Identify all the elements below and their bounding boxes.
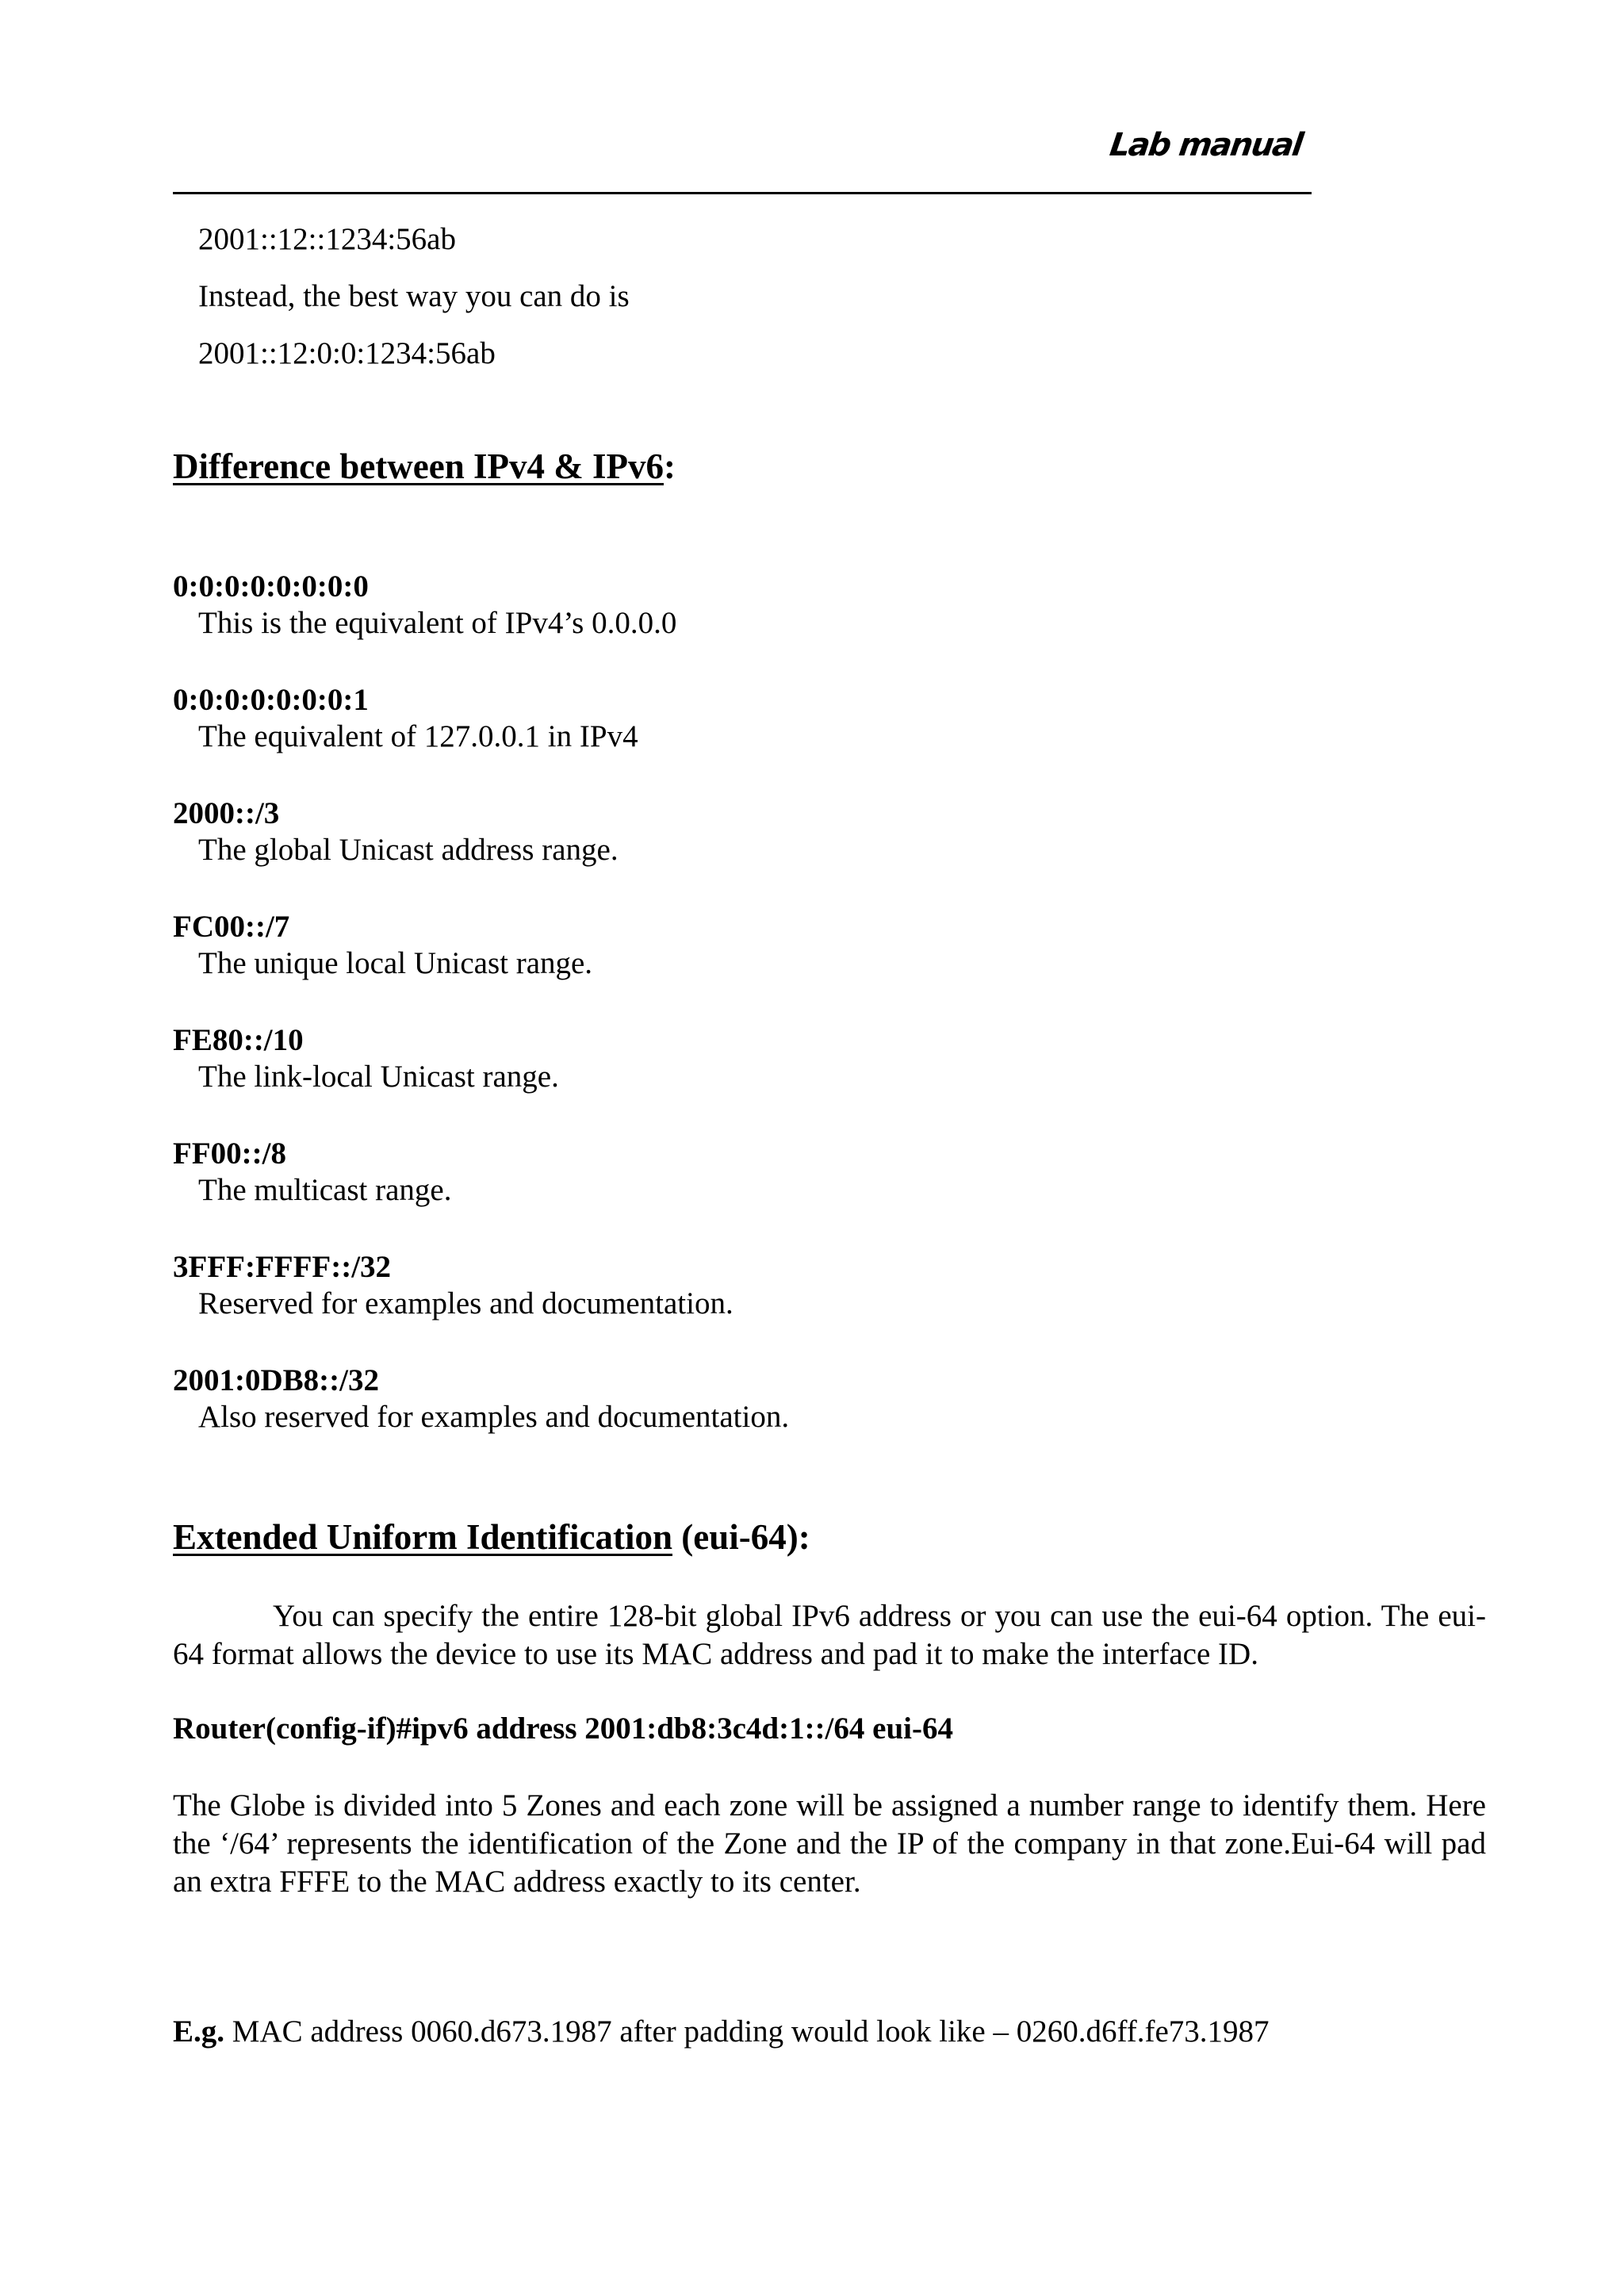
address-4: FC00::/7: [173, 910, 290, 944]
address-2-desc: The equivalent of 127.0.0.1 in IPv4: [198, 719, 638, 753]
zones-paragraph: The Globe is divided into 5 Zones and each zone will be assigned a number range to identify them. Here the ‘/64’ represents the identification of the Zone and the IP of the company in that zone.Eui-64 will pad an extra FFFE to the MAC address exactly to its center.: [173, 1788, 1486, 1899]
address-7: 3FFF:FFFF::/32: [173, 1250, 392, 1284]
address-5-desc: The link-local Unicast range.: [198, 1060, 559, 1094]
address-1: 0:0:0:0:0:0:0:0: [173, 569, 369, 604]
eui64-paragraph: [173, 1597, 1486, 1673]
example-line: [173, 2014, 1270, 2049]
eui64-paragraph-text: You can specify the entire 128-bit global IPv6 address or you can use the eui-64 option. The eui-64 format allows the device to use its MAC address and pad it to make the interface ID.: [173, 1599, 1486, 1671]
header-title: Lab manual: [1107, 127, 1304, 163]
router-command: Router(config-if)#ipv6 address 2001:db8:3c4d:1::/64 eui-64: [173, 1711, 953, 1746]
intro-line-2: Instead, the best way you can do is: [198, 279, 630, 313]
section-heading-text: Difference between IPv4 & IPv6: [173, 447, 664, 486]
address-6-desc: The multicast range.: [198, 1173, 452, 1207]
address-4-desc: The unique local Unicast range.: [198, 946, 593, 980]
address-3: 2000::/3: [173, 796, 280, 830]
example-label: E.g.: [173, 2014, 225, 2049]
header-divider: [173, 192, 1312, 194]
intro-line-1: 2001::12::1234:56ab: [198, 222, 456, 256]
section-heading-eui64-text: Extended Uniform Identification: [173, 1517, 672, 1557]
address-1-desc: This is the equivalent of IPv4’s 0.0.0.0: [198, 606, 677, 640]
address-8: 2001:0DB8::/32: [173, 1363, 379, 1397]
section-heading-suffix: :: [664, 447, 676, 486]
example-text: MAC address 0060.d673.1987 after padding would look like – 0260.d6ff.fe73.1987: [224, 2014, 1270, 2049]
section-heading-eui64: [173, 1516, 810, 1558]
address-3-desc: The global Unicast address range.: [198, 833, 619, 867]
address-7-desc: Reserved for examples and documentation.: [198, 1286, 733, 1320]
intro-line-3: 2001::12:0:0:1234:56ab: [198, 336, 496, 370]
address-8-desc: Also reserved for examples and documentation.: [198, 1400, 790, 1434]
section-heading-eui64-suffix: (eui-64):: [672, 1517, 810, 1557]
address-6: FF00::/8: [173, 1137, 286, 1171]
section-heading-ipv4-ipv6: [173, 446, 676, 487]
address-2: 0:0:0:0:0:0:0:1: [173, 683, 369, 717]
address-5: FE80::/10: [173, 1023, 304, 1057]
